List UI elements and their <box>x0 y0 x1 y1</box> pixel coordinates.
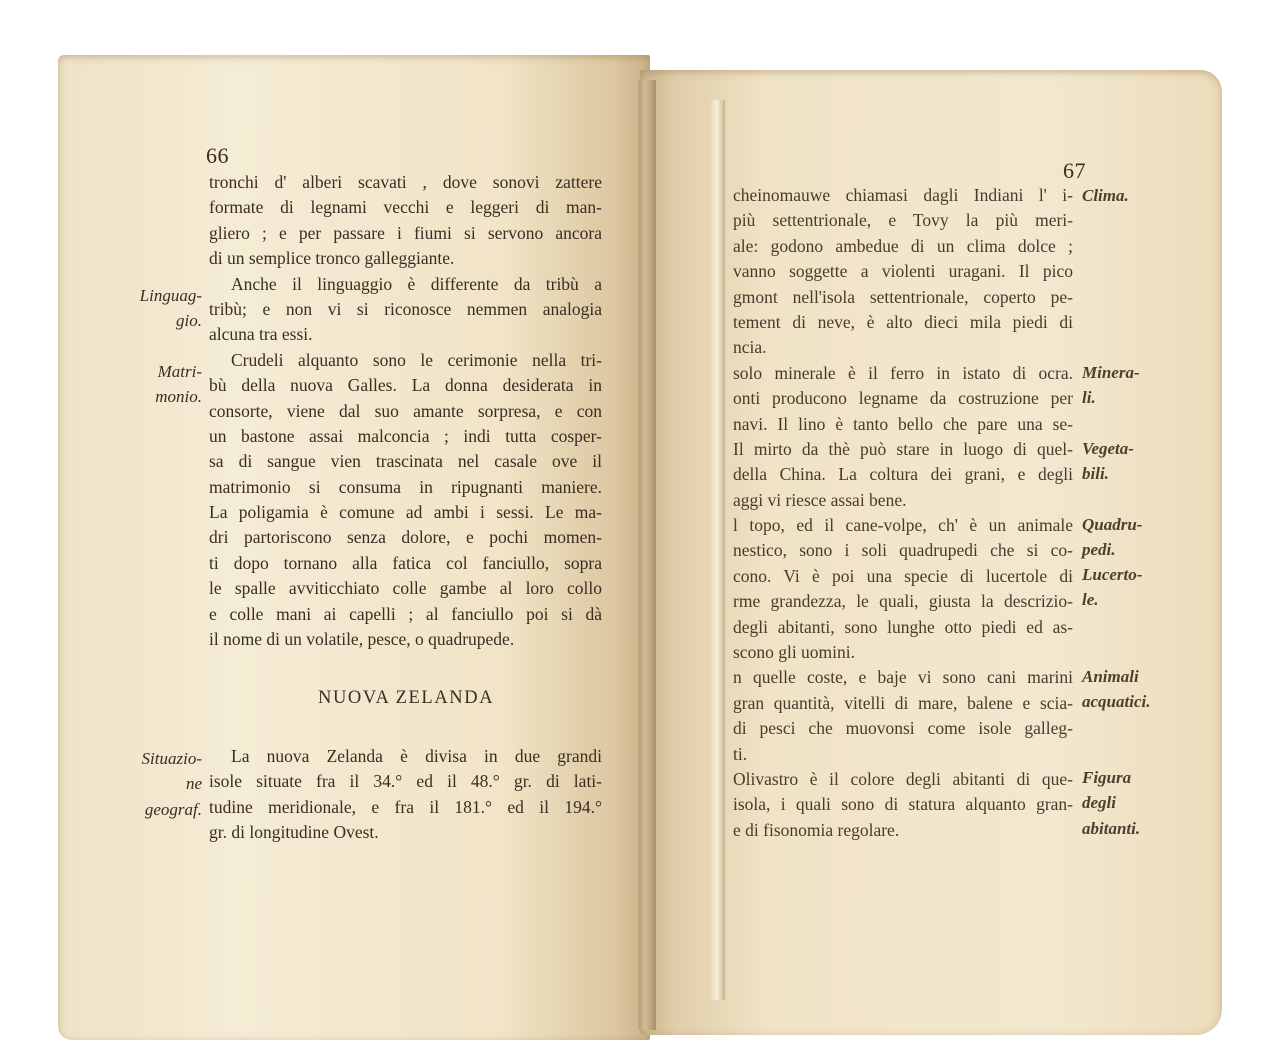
text-line: Il mirto da thè può stare in luogo di quel- <box>733 438 1073 459</box>
text-line: n quelle coste, e baje vi sono cani marini <box>733 667 1073 688</box>
text-line: l topo, ed il cane-volpe, ch' è un animale <box>733 515 1073 536</box>
text-line: tribù; e non vi si riconosce nemmen analogia <box>209 298 602 319</box>
text-line: consorte, viene dal suo amante sorpresa, e con <box>209 400 602 421</box>
margin-note-situazione: Situazio- ne geograf. <box>141 749 202 819</box>
text-line: degli abitanti, sono lunghe otto piedi ed as- <box>733 616 1073 637</box>
text-line: vanno soggette a violenti uragani. Il pico <box>733 261 1073 282</box>
margin-note-lucertole: Lucerto- le. <box>1082 565 1143 610</box>
text-line: isola, i quali sono di statura alquanto gran- <box>733 794 1073 815</box>
text-line: e colle mani ai capelli ; al fanciullo poi si dà <box>209 603 602 624</box>
text-line: La poligamia è comune ad ambi i sessi. Le ma- <box>209 502 602 523</box>
margin-note-clima: Clima. <box>1082 186 1129 205</box>
text-line: un bastone assai malconcia ; indi tutta cosper- <box>209 425 602 446</box>
text-line: dri partoriscono senza dolore, e pochi momen- <box>209 527 602 548</box>
text-line: di un semplice tronco galleggiante. <box>209 248 455 269</box>
text-line: scono gli uomini. <box>733 642 856 663</box>
text-line: cheinomauwe chiamasi dagli Indiani l' i- <box>733 185 1073 205</box>
text-line: sa di sangue vien trascinata nel casale ove il <box>209 451 602 472</box>
text-line: ti. <box>733 743 748 764</box>
text-line: navi. Il lino è tanto bello che pare una se- <box>733 413 1073 434</box>
right-margin-notes <box>1082 0 1192 1060</box>
text-line: gmont nell'isola settentrionale, coperto pe- <box>733 286 1073 307</box>
text-line: le spalle avviticchiato colle gambe al loro collo <box>209 578 602 599</box>
left-text-block-2 <box>209 744 602 846</box>
page-number-left: 66 <box>206 143 229 168</box>
text-line: solo minerale è il ferro in istato di ocra. <box>733 362 1073 383</box>
text-line: più settentrionale, e Tovy la più meri- <box>733 210 1073 231</box>
right-text-block <box>733 183 1073 843</box>
text-line: rme grandezza, le quali, giusta la descrizio- <box>733 591 1073 612</box>
margin-note-minerali: Minera- li. <box>1082 363 1140 408</box>
text-line: gliero ; e per passare i fiumi si servono ancora <box>209 222 602 243</box>
text-line: di pesci che muovonsi come isole galleg- <box>733 718 1073 739</box>
text-line: gr. di longitudine Ovest. <box>209 822 379 843</box>
text-line: Olivastro è il colore degli abitanti di que- <box>733 768 1073 789</box>
left-margin-notes <box>110 0 202 1060</box>
left-text-block <box>209 170 602 652</box>
text-line: La nuova Zelanda è divisa in due grandi <box>231 746 602 766</box>
section-heading: NUOVA ZELANDA <box>318 688 495 708</box>
text-line: cono. Vi è poi una specie di lucertole di <box>733 565 1073 586</box>
text-line: tement di neve, è alto dieci mila piedi di <box>733 311 1073 332</box>
margin-note-linguaggio: Linguag- gio. <box>139 286 202 331</box>
torn-page-edge <box>710 100 725 1000</box>
margin-note-matrimonio: Matri- monio. <box>155 362 202 407</box>
text-line: matrimonio si consuma in ripugnanti maniere. <box>209 476 602 497</box>
text-line: formate di legnami vecchi e leggeri di man- <box>209 197 602 218</box>
text-line: ncia. <box>733 337 767 358</box>
book-spine <box>638 80 656 1030</box>
page-number-right: 67 <box>1063 158 1086 183</box>
text-line: della China. La coltura dei grani, e degli <box>733 464 1073 485</box>
margin-note-vegetabili: Vegeta- bili. <box>1082 439 1134 484</box>
text-line: tronchi d' alberi scavati , dove sonovi zattere <box>209 172 602 192</box>
text-line: gran quantità, vitelli di mare, balene e scia- <box>733 692 1073 713</box>
text-line: isole situate fra il 34.° ed il 48.° gr. di lati- <box>209 771 602 792</box>
text-line: Crudeli alquanto sono le cerimonie nella tri- <box>231 349 602 370</box>
text-line: ti dopo tornano alla fatica col fanciullo, sopra <box>209 552 602 573</box>
margin-note-quadrupedi: Quadru- pedi. <box>1082 515 1143 560</box>
text-line: onti producono legname da costruzione per <box>733 388 1073 409</box>
text-line: Anche il linguaggio è differente da tribù a <box>231 273 602 294</box>
text-line: alcuna tra essi. <box>209 324 313 345</box>
text-line: nestico, sono i soli quadrupedi che si co- <box>733 540 1073 561</box>
text-line: e di fisonomia regolare. <box>733 819 900 840</box>
text-line: bù della nuova Galles. La donna desiderata in <box>209 375 602 396</box>
text-line: il nome di un volatile, pesce, o quadrupede. <box>209 629 515 650</box>
margin-note-animali: Animali acquatici. <box>1082 667 1151 712</box>
text-line: aggi vi riesce assai bene. <box>733 489 907 510</box>
text-line: ale: godono ambedue di un clima dolce ; <box>733 235 1073 256</box>
margin-note-figura: Figura degli abitanti. <box>1082 768 1141 838</box>
text-line: tudine meridionale, e fra il 181.° ed il 194.° <box>209 796 602 817</box>
